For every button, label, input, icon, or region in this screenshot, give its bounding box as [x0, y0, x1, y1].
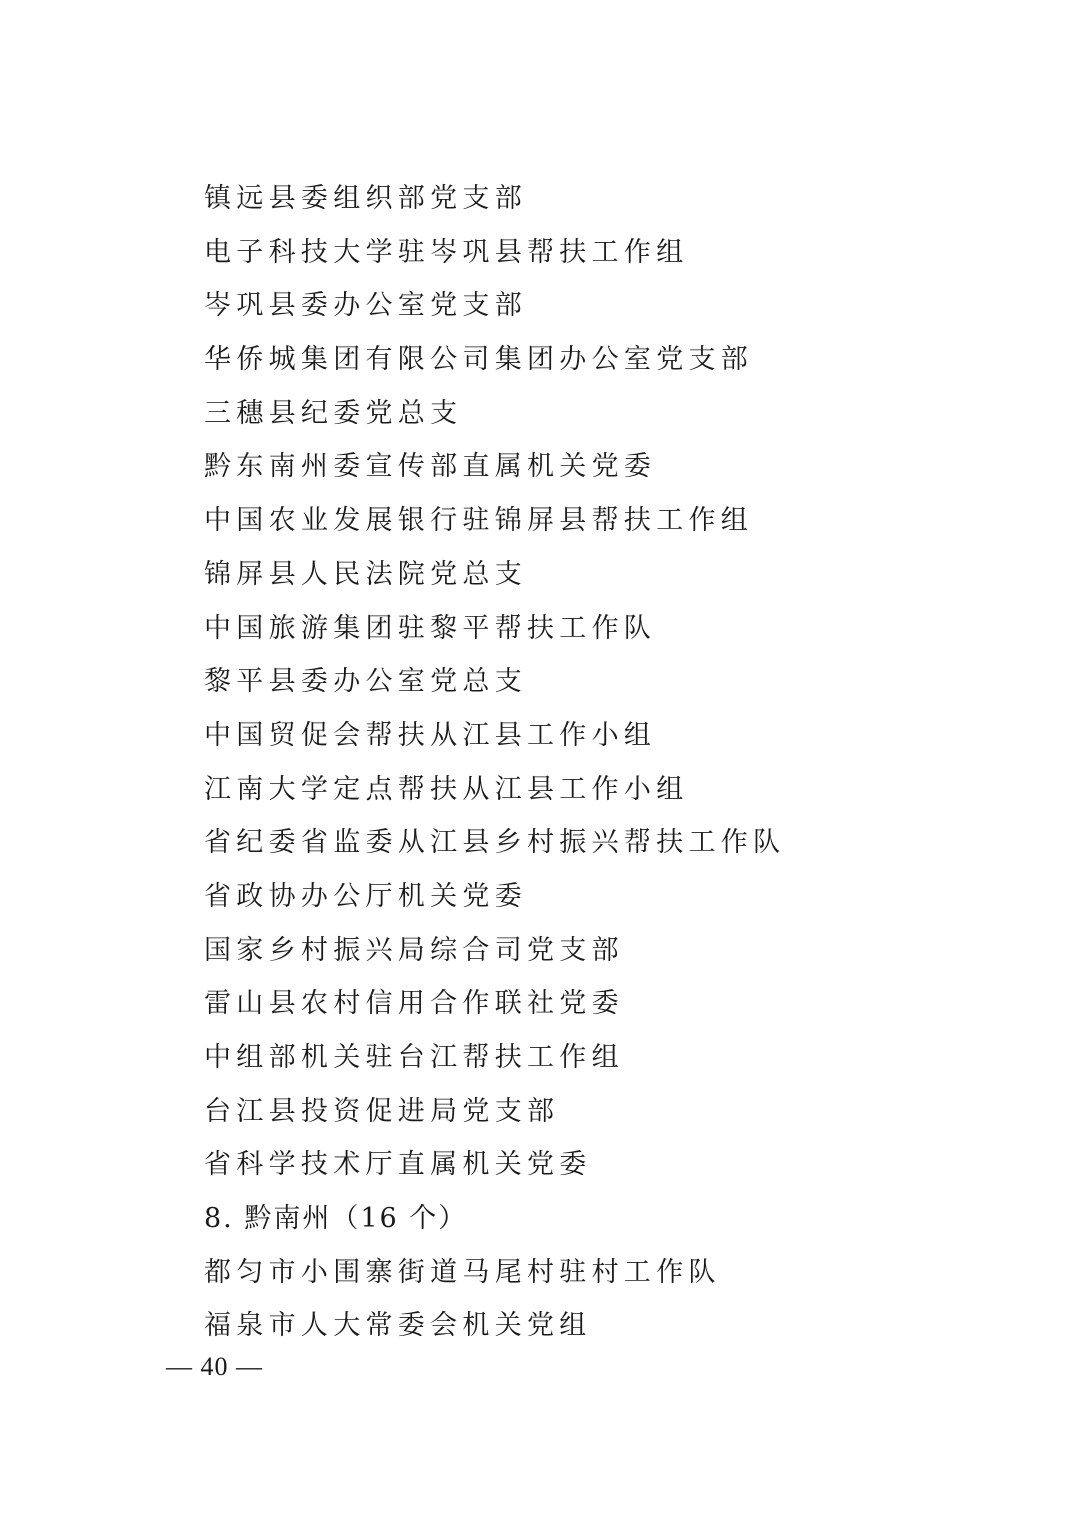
- list-item: 福泉市人大常委会机关党组: [204, 1310, 592, 1342]
- list-item: 镇远县委组织部党支部: [204, 183, 527, 214]
- list-item: 电子科技大学驻岑巩县帮扶工作组: [204, 236, 689, 268]
- list-item: 省纪委省监委从江县乡村振兴帮扶工作队: [204, 827, 786, 859]
- list-item: 都匀市小围寨街道马尾村驻村工作队: [204, 1256, 721, 1288]
- list-item: 黎平县委办公室党总支: [204, 666, 527, 698]
- section-heading: 8. 黔南州（16 个）: [204, 1203, 468, 1235]
- list-item: 岑巩县委办公室党支部: [204, 290, 527, 322]
- list-item: 省科学技术厅直属机关党委: [204, 1149, 592, 1181]
- list-item: 华侨城集团有限公司集团办公室党支部: [204, 344, 754, 376]
- list-item: 三穗县纪委党总支: [204, 397, 463, 429]
- list-item: 台江县投资促进局党支部: [204, 1095, 560, 1127]
- list-item: 黔东南州委宣传部直属机关党委: [204, 451, 657, 483]
- organization-list: [204, 170, 785, 1351]
- list-item: 江南大学定点帮扶从江县工作小组: [204, 773, 689, 805]
- list-item: 中国旅游集团驻黎平帮扶工作队: [204, 612, 657, 644]
- list-item: 锦屏县人民法院党总支: [204, 558, 527, 590]
- page-number: — 40 —: [166, 1352, 263, 1381]
- list-item: 国家乡村振兴局综合司党支部: [204, 934, 624, 966]
- list-item: 中组部机关驻台江帮扶工作组: [204, 1042, 624, 1073]
- list-item: 中国农业发展银行驻锦屏县帮扶工作组: [204, 505, 754, 537]
- list-item: 省政协办公厅机关党委: [204, 880, 527, 912]
- list-item: 中国贸促会帮扶从江县工作小组: [204, 719, 657, 751]
- list-item: 雷山县农村信用合作联社党委: [204, 988, 624, 1020]
